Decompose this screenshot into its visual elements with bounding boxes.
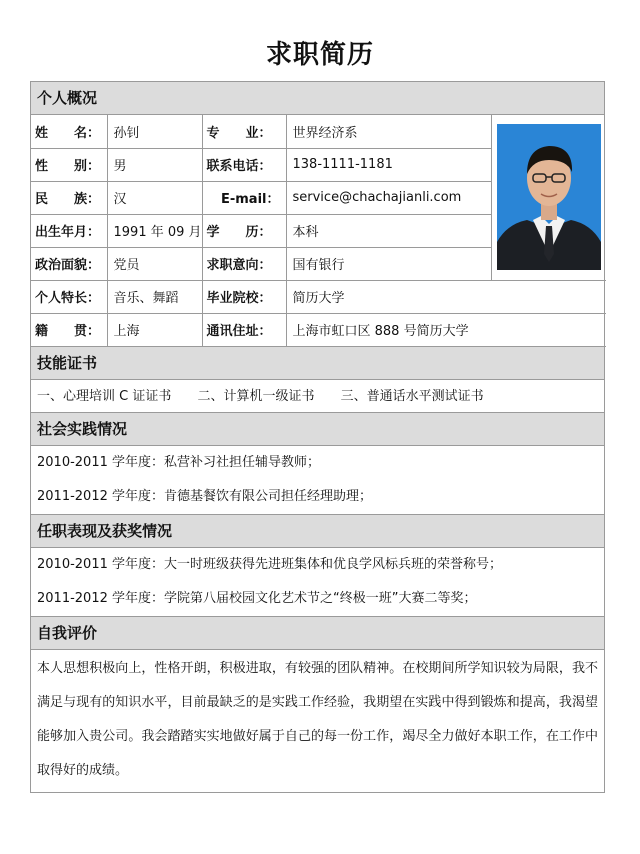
section-header-self-evaluation: 自我评价 [31,617,604,650]
value-major: 世界经济系 [286,115,491,148]
section-header-profile: 个人概况 [31,82,604,115]
skills-row [31,380,604,413]
skill-item: 三、普通话水平测试证书 [340,388,484,404]
value-birth: 1991 年 09 月 [107,214,202,247]
section-header-skills: 技能证书 [31,347,604,380]
label-phone: 联系电话： [202,148,286,181]
photo-cell [491,115,606,280]
label-hobby: 个人特长： [31,280,107,313]
label-intent: 求职意向： [202,247,286,280]
awards-list [31,548,604,617]
value-name: 孙钊 [107,115,202,148]
value-intent: 国有银行 [286,247,491,280]
label-political: 政治面貌： [31,247,107,280]
value-education: 本科 [286,214,491,247]
label-ethnic: 民 族： [31,181,107,214]
label-name: 姓 名： [31,115,107,148]
social-item: 2011-2012 学年度：肯德基餐饮有限公司担任经理助理； [37,488,372,504]
resume-sheet [30,81,605,793]
label-birth: 出生年月： [31,214,107,247]
label-major: 专 业： [202,115,286,148]
value-phone: 138-1111-1181 [286,148,491,181]
value-address: 上海市虹口区 888 号简历大学 [286,313,606,346]
resume-title: 求职简历 [265,40,374,70]
value-email: service@chachajianli.com [286,181,491,214]
award-item: 2011-2012 学年度：学院第八届校园文化艺术节之“终极一班”大赛二等奖； [37,590,477,606]
value-school: 简历大学 [286,280,606,313]
skill-item: 二、计算机一级证书 [197,388,315,404]
value-gender: 男 [107,148,202,181]
value-hobby: 音乐、舞蹈 [107,280,202,313]
self-evaluation-text: 本人思想积极向上，性格开朗，积极进取，有较强的团队精神。在校期间所学知识较为局限，我不满足与现有的知识水平，目前最缺乏的是实践工作经验，我期望在实践中得到锻炼和提高，我渴望能够加入贵公司。我会踏踏实实地做好属于自己的每一份工作，竭尽全力做好本职工作，在工作中取得好的成绩。 [37,660,598,778]
value-native: 上海 [107,313,202,346]
label-native: 籍 贯： [31,313,107,346]
label-school: 毕业院校： [202,280,286,313]
label-gender: 性 别： [31,148,107,181]
label-education: 学 历： [202,214,286,247]
section-header-social: 社会实践情况 [31,413,604,446]
skill-item: 一、心理培训 C 证证书 [37,388,172,404]
award-item: 2010-2011 学年度：大一时班级获得先进班集体和优良学风标兵班的荣誉称号； [37,556,502,572]
value-ethnic: 汉 [107,181,202,214]
profile-photo [497,124,601,270]
social-item: 2010-2011 学年度：私营补习社担任辅导教师； [37,454,320,470]
value-political: 党员 [107,247,202,280]
profile-table [31,115,606,347]
social-list [31,446,604,515]
portrait-image [497,124,601,270]
section-header-awards: 任职表现及获奖情况 [31,515,604,548]
label-address: 通讯住址： [202,313,286,346]
label-email: E-mail： [202,181,286,214]
